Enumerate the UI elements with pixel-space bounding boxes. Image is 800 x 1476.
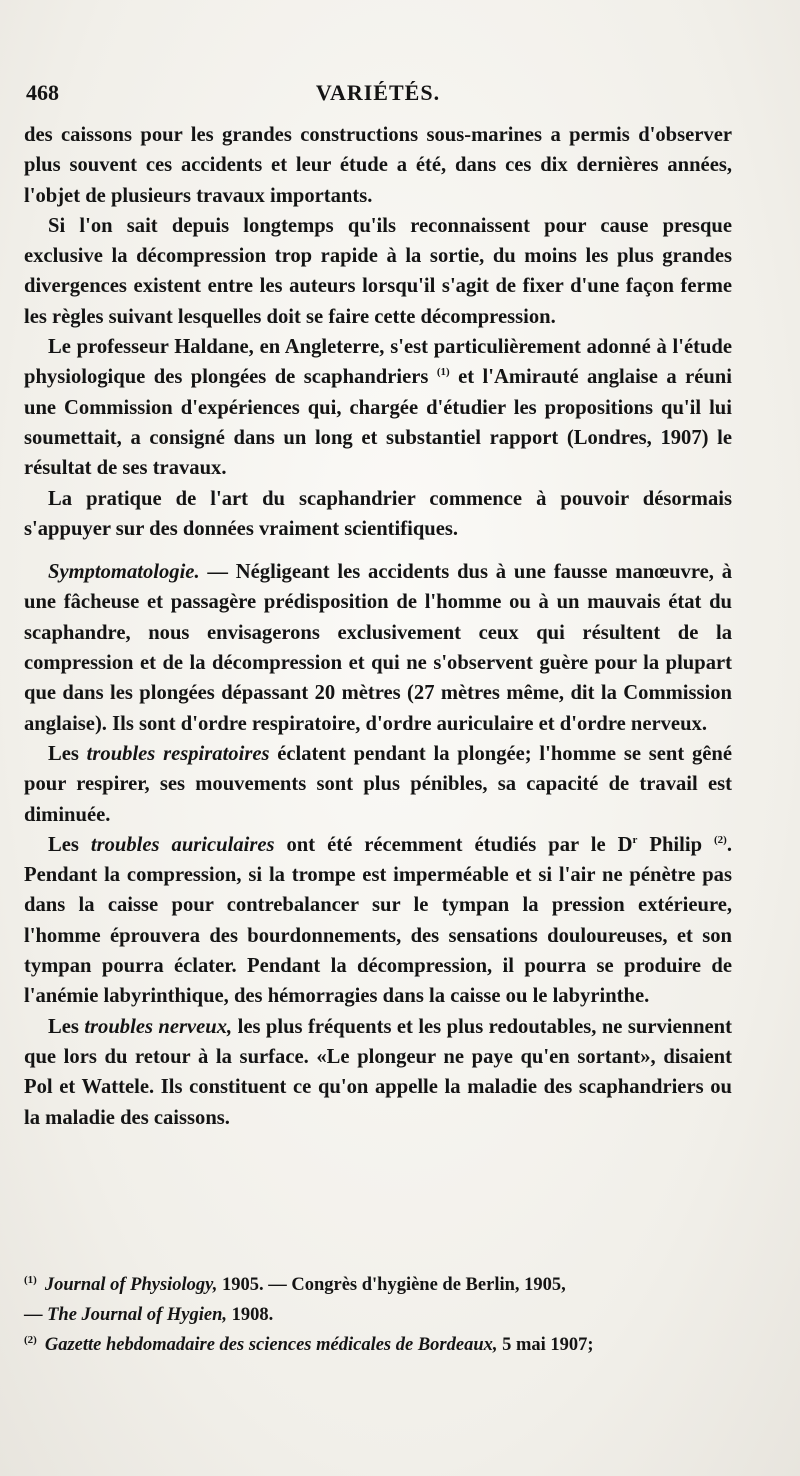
footnote-text: 5 mai 1907; xyxy=(497,1335,594,1355)
page-number: 468 xyxy=(26,80,59,105)
italic-term: troubles nerveux, xyxy=(84,1015,233,1038)
footnote-2 xyxy=(24,1330,732,1360)
paragraph-continuation xyxy=(24,120,732,211)
paragraph-text: Si l'on sait depuis longtemps qu'ils reconnaissent pour cause presque exclusive la décompression trop rapide à la sortie, du moins les plus grandes divergences existent entre les auteurs lorsqu'il s'agit de fixer d'une façon ferme les règles suivant lesquelles doit se faire cette décompression. xyxy=(24,214,732,328)
footnotes xyxy=(24,1270,732,1360)
section-heading: Symptomatologie. xyxy=(48,561,200,584)
italic-term: troubles respiratoires xyxy=(86,742,270,765)
footnote-text: 1905. — Congrès d'hygiène de Berlin, 1905, xyxy=(217,1275,566,1295)
paragraph-text: Les xyxy=(48,1015,85,1038)
paragraph-text: les plus fréquents et les plus redoutables, ne surviennent que lors du retour à la surface. «Le plongeur ne paye qu'en sortant», disaient Pol et Wattele. Ils constituent ce qu'on appelle la maladie des scaphandriers ou la maladie des caissons. xyxy=(24,1015,732,1129)
paragraph-respiratoires xyxy=(24,739,732,830)
italic-term: troubles auriculaires xyxy=(90,833,275,856)
paragraph-text: Philip xyxy=(637,833,715,856)
footnote-1 xyxy=(24,1270,732,1330)
footnote-text: 1908. xyxy=(227,1305,274,1325)
paragraph-auriculaires xyxy=(24,830,732,1012)
paragraph-symptomatologie xyxy=(24,557,732,739)
running-head xyxy=(26,80,730,108)
footnote-text: — xyxy=(24,1305,48,1325)
footnote-ref: (2) xyxy=(714,833,727,846)
paragraph-text: ont été récemment étudiés par le D xyxy=(274,833,633,856)
paragraph-text: des caissons pour les grandes constructions sous-marines a permis d'observer plus souvent ces accidents et leur étude a été, dans ces dix dernières années, l'objet de plusieurs travaux importants. xyxy=(24,124,732,207)
footnote-title: Journal of Physiology, xyxy=(44,1275,218,1295)
paragraph-decompression xyxy=(24,211,732,332)
paragraph-text: . Pendant la compression, si la trompe est imperméable et si l'air ne pénètre pas dans la caisse pour contrebalancer sur le tympan la pression extérieure, l'homme éprouvera des bourdonnements, des sensations douloureuses, et son tympan pourra éclater. Pendant la décompression, il pourra se produire de l'anémie labyrinthique, des hémorragies dans la caisse ou le labyrinthe. xyxy=(24,833,732,1008)
footnote-mark: (2) xyxy=(24,1334,37,1346)
body-text xyxy=(24,120,732,1133)
paragraph-text: Les xyxy=(48,742,87,765)
paragraph-text: La pratique de l'art du scaphandrier commence à pouvoir désormais s'appuyer sur des données vraiment scientifiques. xyxy=(24,487,732,540)
paragraph-haldane xyxy=(24,332,732,483)
paragraph-text: — Négligeant les accidents dus à une fausse manœuvre, à une fâcheuse et passagère prédisposition de l'homme ou à un mauvais état du scaphandre, nous envisagerons exclusivement ceux qui résultent de la compression et de la décompression et qui ne s'observent guère pour la plupart que dans les plongées dépassant 20 mètres (27 mètres même, dit la Commission anglaise). Ils sont d'ordre respiratoire, d'ordre auriculaire et d'ordre nerveux. xyxy=(24,561,732,735)
paragraph-text: éclatent pendant la plongée; l'homme se sent gêné pour respirer, ses mouvements sont plus pénibles, sa capacité de travail est diminuée. xyxy=(24,742,732,826)
paragraph-text: Les xyxy=(48,833,91,856)
footnote-ref: (1) xyxy=(436,366,450,379)
footnote-title: Gazette hebdomadaire des sciences médicales de Bordeaux, xyxy=(44,1335,498,1355)
footnote-title: The Journal of Hygien, xyxy=(47,1305,227,1325)
footnote-mark: (1) xyxy=(24,1274,37,1286)
paragraph-nerveux xyxy=(24,1012,732,1133)
paragraph-text: Le professeur Haldane, en Angleterre, s'est particulièrement adonné à l'étude physiologique des plongées de scaphandriers xyxy=(24,336,732,389)
title-abbrev: r xyxy=(632,833,638,846)
running-title: VARIÉTÉS. xyxy=(315,80,441,105)
paragraph-pratique xyxy=(24,484,732,545)
paragraph-text: et l'Amirauté anglaise a réuni une Commission d'expériences qui, chargée d'étudier les propositions qu'il lui soumettait, a consigné dans un long et substantiel rapport (Londres, 1907) le résultat de ses travaux. xyxy=(24,366,732,480)
